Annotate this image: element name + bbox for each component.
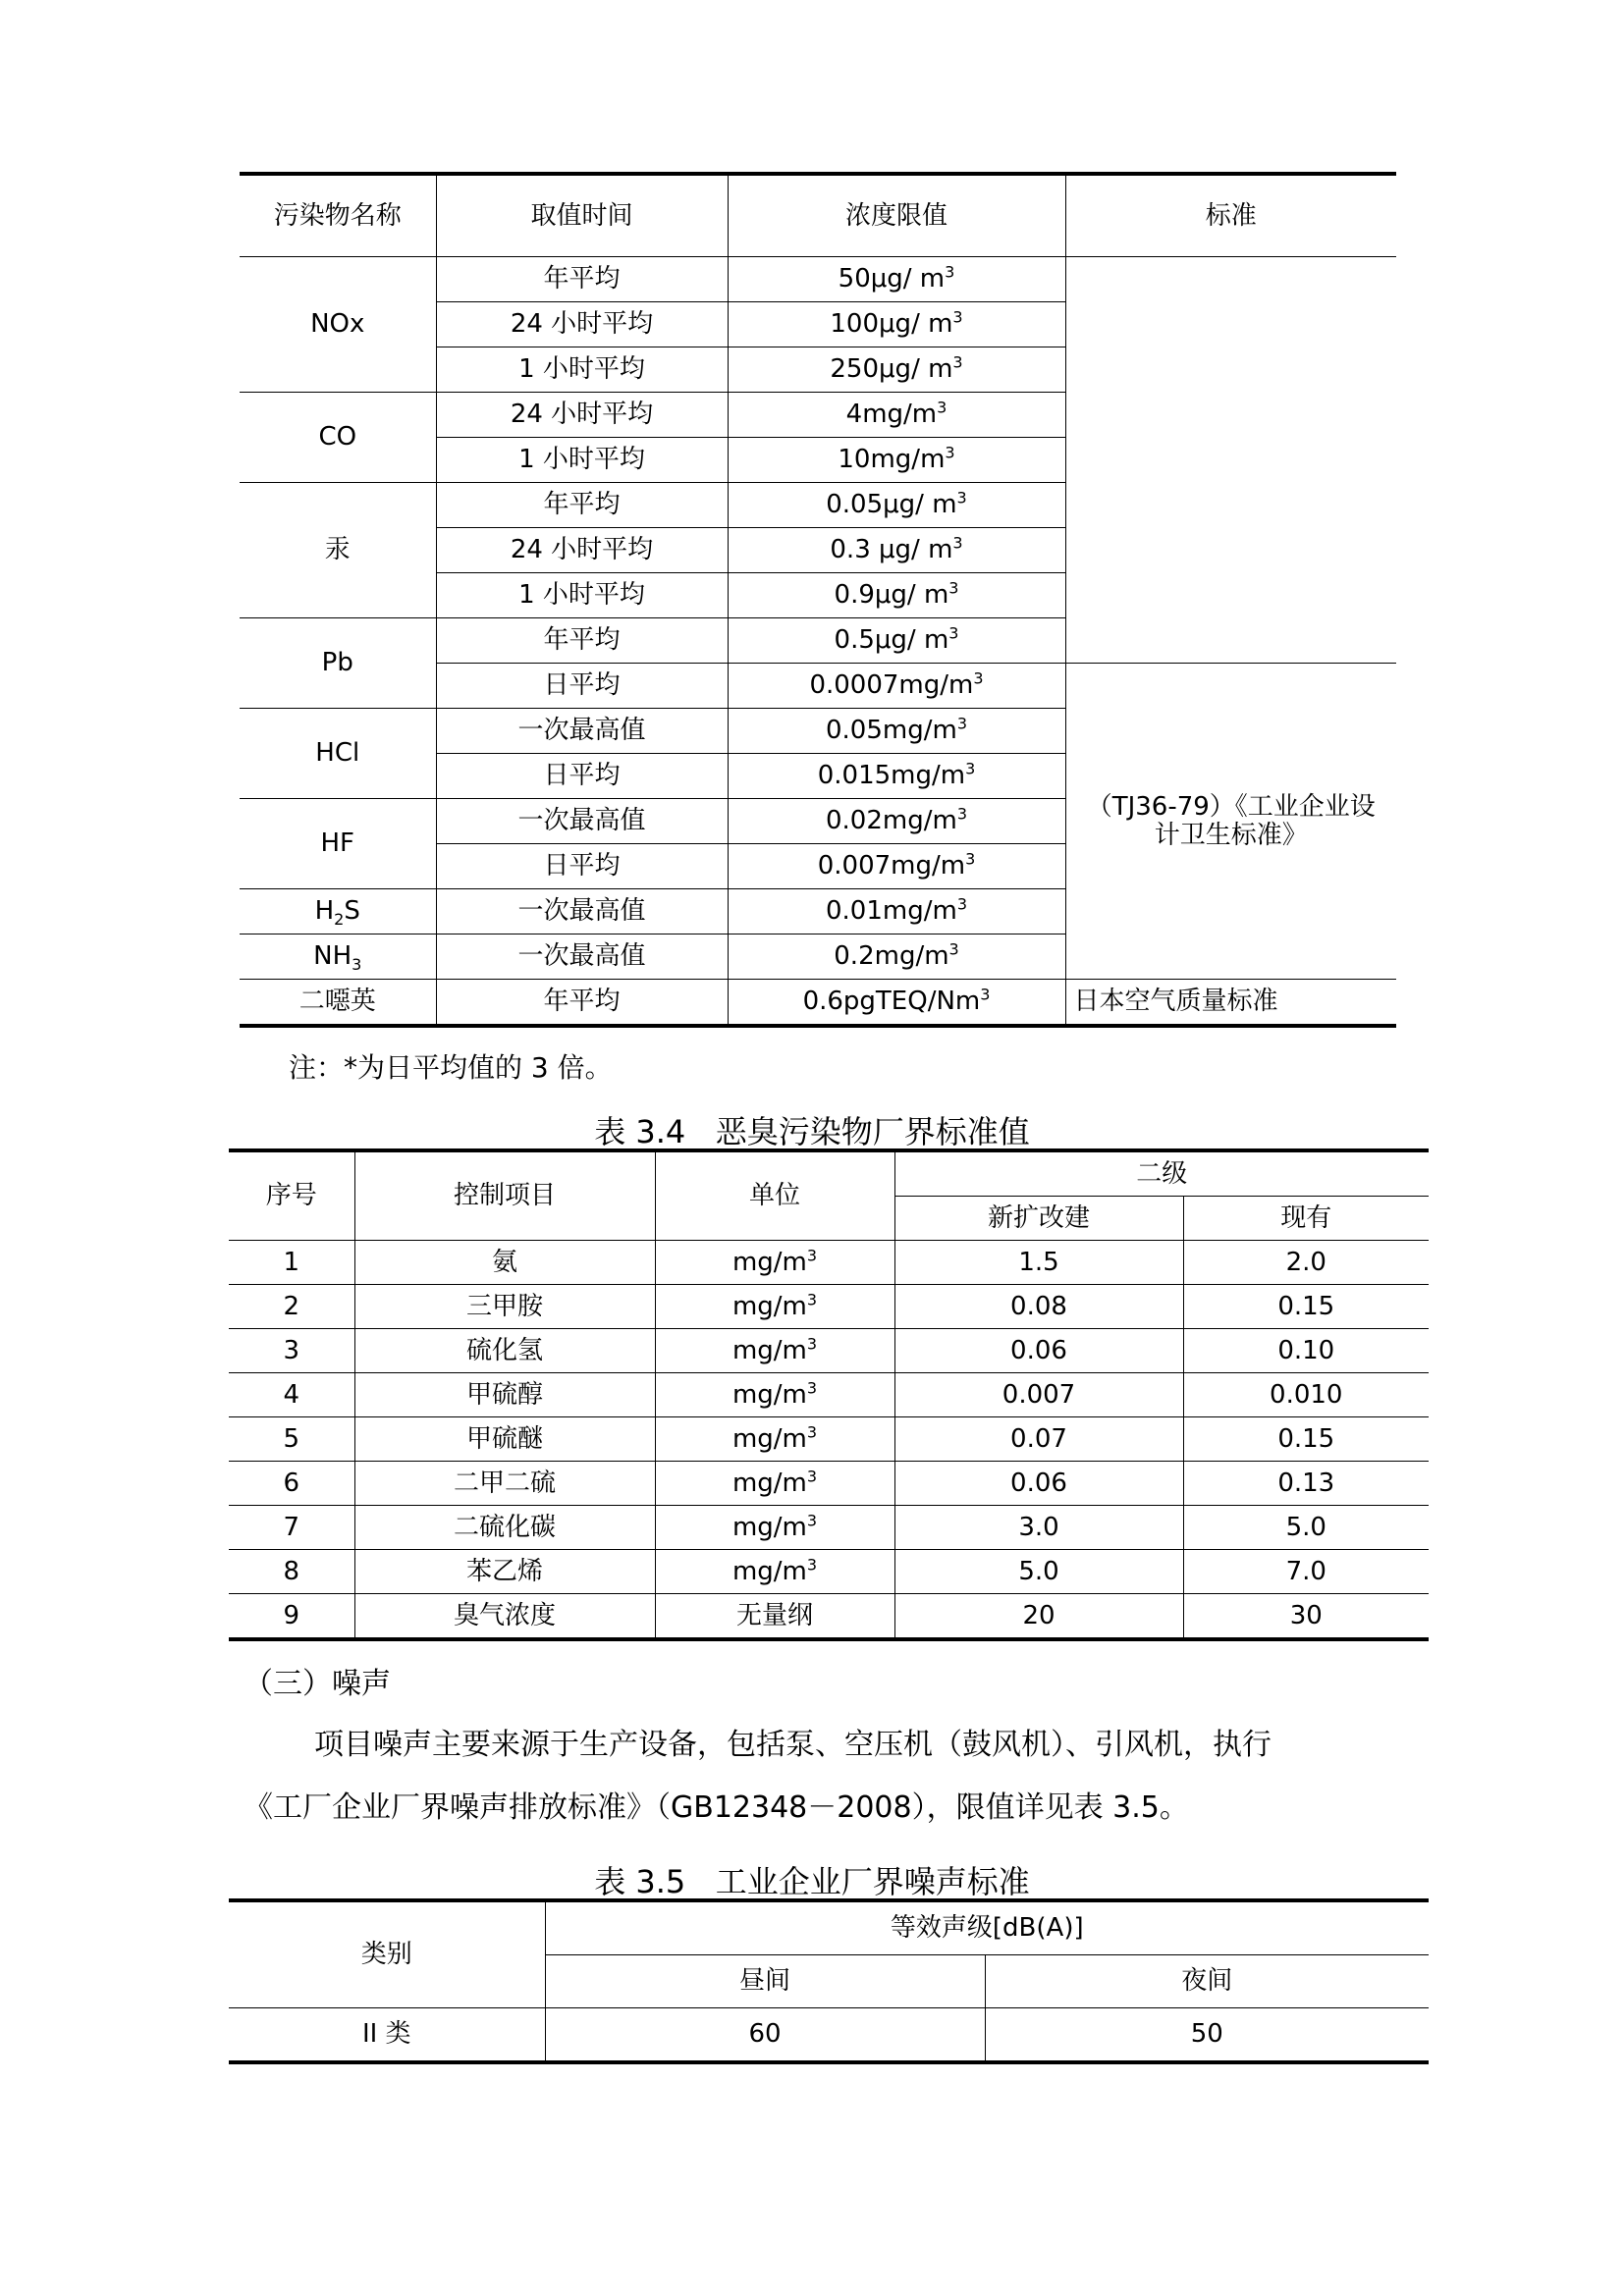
item-cell: 硫化氢 xyxy=(354,1329,655,1373)
pollutant-cell: NOx xyxy=(240,257,436,393)
new-cell: 5.0 xyxy=(894,1550,1183,1594)
no-cell: 9 xyxy=(229,1594,354,1640)
existing-cell: 0.13 xyxy=(1183,1462,1429,1506)
pollutant-cell: 二噁英 xyxy=(240,980,436,1027)
header-cell: 污染物名称 xyxy=(240,174,436,257)
pollutant-cell: HCl xyxy=(240,709,436,799)
new-cell: 1.5 xyxy=(894,1241,1183,1285)
new-cell: 0.08 xyxy=(894,1285,1183,1329)
table-row xyxy=(229,2008,1429,2063)
table-row xyxy=(229,1506,1429,1550)
pollutant-cell: $H_2S$ xyxy=(240,889,436,934)
header-cell: 序号 xyxy=(229,1150,354,1241)
no-cell: 1 xyxy=(229,1241,354,1285)
noise-limits-table xyxy=(229,1898,1429,2064)
item-cell: 甲硫醇 xyxy=(354,1373,655,1417)
item-cell: 二甲二硫 xyxy=(354,1462,655,1506)
item-cell: 苯乙烯 xyxy=(354,1550,655,1594)
new-cell: 20 xyxy=(894,1594,1183,1640)
header-cell: 夜间 xyxy=(985,1955,1429,2008)
table-caption: 表 3.5 工业企业厂界噪声标准 xyxy=(594,1863,1030,1900)
no-cell: 4 xyxy=(229,1373,354,1417)
no-cell: 2 xyxy=(229,1285,354,1329)
value-cell: 250μg/ $m^3$ xyxy=(728,347,1065,393)
time-cell: 一次最高值 xyxy=(436,799,728,844)
existing-cell: 0.15 xyxy=(1183,1285,1429,1329)
unit-cell: $mg/m^3$ xyxy=(655,1550,894,1594)
pollutant-cell: $NH_3$ xyxy=(240,934,436,980)
table-row xyxy=(229,1241,1429,1285)
day-cell: 60 xyxy=(545,2008,985,2063)
existing-cell: 0.010 xyxy=(1183,1373,1429,1417)
header-cell: 取值时间 xyxy=(436,174,728,257)
item-cell: 二硫化碳 xyxy=(354,1506,655,1550)
no-cell: 3 xyxy=(229,1329,354,1373)
value-cell: $0.007mg/m^3$ xyxy=(728,844,1065,889)
new-cell: 0.07 xyxy=(894,1417,1183,1462)
standard-cell-blank xyxy=(1065,257,1396,664)
time-cell: 一次最高值 xyxy=(436,889,728,934)
no-cell: 5 xyxy=(229,1417,354,1462)
table-header-row xyxy=(240,174,1396,257)
table-note: 注：*为日平均值的 3 倍。 xyxy=(289,1051,613,1084)
value-cell: 0.05μg/ $m^3$ xyxy=(728,483,1065,528)
time-cell: 24 小时平均 xyxy=(436,528,728,573)
table-row xyxy=(229,1462,1429,1506)
table-row xyxy=(229,1285,1429,1329)
odor-limits-table xyxy=(229,1148,1429,1641)
table-row xyxy=(229,1550,1429,1594)
value-cell: $0.0007mg/m^3$ xyxy=(728,664,1065,709)
time-cell: 1 小时平均 xyxy=(436,438,728,483)
item-cell: 氨 xyxy=(354,1241,655,1285)
value-cell: $4mg/m^3$ xyxy=(728,393,1065,438)
header-cell: 昼间 xyxy=(545,1955,985,2008)
time-cell: 1 小时平均 xyxy=(436,573,728,618)
header-cell: 单位 xyxy=(655,1150,894,1241)
header-cell: 现有 xyxy=(1183,1197,1429,1241)
existing-cell: 0.15 xyxy=(1183,1417,1429,1462)
value-cell: 100μg/ $m^3$ xyxy=(728,302,1065,347)
table-row xyxy=(229,1373,1429,1417)
pollutant-cell: Pb xyxy=(240,618,436,709)
new-cell: 0.06 xyxy=(894,1462,1183,1506)
value-cell: $0.015mg/m^3$ xyxy=(728,754,1065,799)
paragraph: 《工厂企业厂界噪声排放标准》（GB12348－2008），限值详见表 3.5。 xyxy=(244,1790,1189,1825)
new-cell: 3.0 xyxy=(894,1506,1183,1550)
value-cell: $0.2mg/m^3$ xyxy=(728,934,1065,980)
pollutant-cell: HF xyxy=(240,799,436,889)
standard-cell: 日本空气质量标准 xyxy=(1065,980,1396,1027)
item-cell: 甲硫醚 xyxy=(354,1417,655,1462)
time-cell: 一次最高值 xyxy=(436,934,728,980)
unit-cell: $mg/m^3$ xyxy=(655,1285,894,1329)
table-row xyxy=(240,257,1396,302)
existing-cell: 5.0 xyxy=(1183,1506,1429,1550)
value-cell: 0.3 μg/ $m^3$ xyxy=(728,528,1065,573)
time-cell: 一次最高值 xyxy=(436,709,728,754)
value-cell: $0.05mg/m^3$ xyxy=(728,709,1065,754)
table-row xyxy=(229,1417,1429,1462)
standard-cell: （TJ36-79）《工业企业设计卫生标准》 xyxy=(1065,664,1396,980)
value-cell: 0.5μg/ $m^3$ xyxy=(728,618,1065,664)
header-cell: 类别 xyxy=(229,1900,545,2008)
night-cell: 50 xyxy=(985,2008,1429,2063)
header-cell: 标准 xyxy=(1065,174,1396,257)
table-row xyxy=(229,1329,1429,1373)
header-cell: 浓度限值 xyxy=(728,174,1065,257)
unit-cell: $mg/m^3$ xyxy=(655,1506,894,1550)
pollutant-limits-table xyxy=(240,172,1396,1028)
header-cell: 新扩改建 xyxy=(894,1197,1183,1241)
header-cell: 二级 xyxy=(894,1150,1429,1197)
unit-cell: $mg/m^3$ xyxy=(655,1373,894,1417)
time-cell: 年平均 xyxy=(436,980,728,1027)
existing-cell: 0.10 xyxy=(1183,1329,1429,1373)
existing-cell: 30 xyxy=(1183,1594,1429,1640)
pollutant-cell: 汞 xyxy=(240,483,436,618)
time-cell: 日平均 xyxy=(436,844,728,889)
value-cell: 50μg/ $m^3$ xyxy=(728,257,1065,302)
unit-cell: $mg/m^3$ xyxy=(655,1329,894,1373)
paragraph: 项目噪声主要来源于生产设备，包括泵、空压机（鼓风机）、引风机，执行 xyxy=(314,1728,1272,1762)
unit-cell: 无量纲 xyxy=(655,1594,894,1640)
time-cell: 日平均 xyxy=(436,754,728,799)
table-caption: 表 3.4 恶臭污染物厂界标准值 xyxy=(594,1113,1030,1150)
time-cell: 日平均 xyxy=(436,664,728,709)
value-cell: $0.02mg/m^3$ xyxy=(728,799,1065,844)
header-cell: 控制项目 xyxy=(354,1150,655,1241)
value-cell: $0.01mg/m^3$ xyxy=(728,889,1065,934)
pollutant-cell: CO xyxy=(240,393,436,483)
category-cell: II 类 xyxy=(229,2008,545,2063)
value-cell: $10mg/m^3$ xyxy=(728,438,1065,483)
no-cell: 7 xyxy=(229,1506,354,1550)
time-cell: 年平均 xyxy=(436,483,728,528)
header-cell: 等效声级[dB(A)] xyxy=(545,1900,1429,1955)
item-cell: 臭气浓度 xyxy=(354,1594,655,1640)
unit-cell: $mg/m^3$ xyxy=(655,1417,894,1462)
table-header-row xyxy=(229,1900,1429,1955)
no-cell: 8 xyxy=(229,1550,354,1594)
section-heading: （三）噪声 xyxy=(244,1667,391,1701)
time-cell: 年平均 xyxy=(436,618,728,664)
value-cell: 0.9μg/ $m^3$ xyxy=(728,573,1065,618)
new-cell: 0.06 xyxy=(894,1329,1183,1373)
time-cell: 24 小时平均 xyxy=(436,393,728,438)
item-cell: 三甲胺 xyxy=(354,1285,655,1329)
no-cell: 6 xyxy=(229,1462,354,1506)
new-cell: 0.007 xyxy=(894,1373,1183,1417)
value-cell: 0.6pgTEQ/Nm$^3$ xyxy=(728,980,1065,1027)
unit-cell: $mg/m^3$ xyxy=(655,1241,894,1285)
existing-cell: 7.0 xyxy=(1183,1550,1429,1594)
time-cell: 1 小时平均 xyxy=(436,347,728,393)
table-row xyxy=(229,1594,1429,1640)
existing-cell: 2.0 xyxy=(1183,1241,1429,1285)
time-cell: 年平均 xyxy=(436,257,728,302)
table-row xyxy=(240,980,1396,1027)
unit-cell: $mg/m^3$ xyxy=(655,1462,894,1506)
time-cell: 24 小时平均 xyxy=(436,302,728,347)
table-header-row xyxy=(229,1150,1429,1197)
